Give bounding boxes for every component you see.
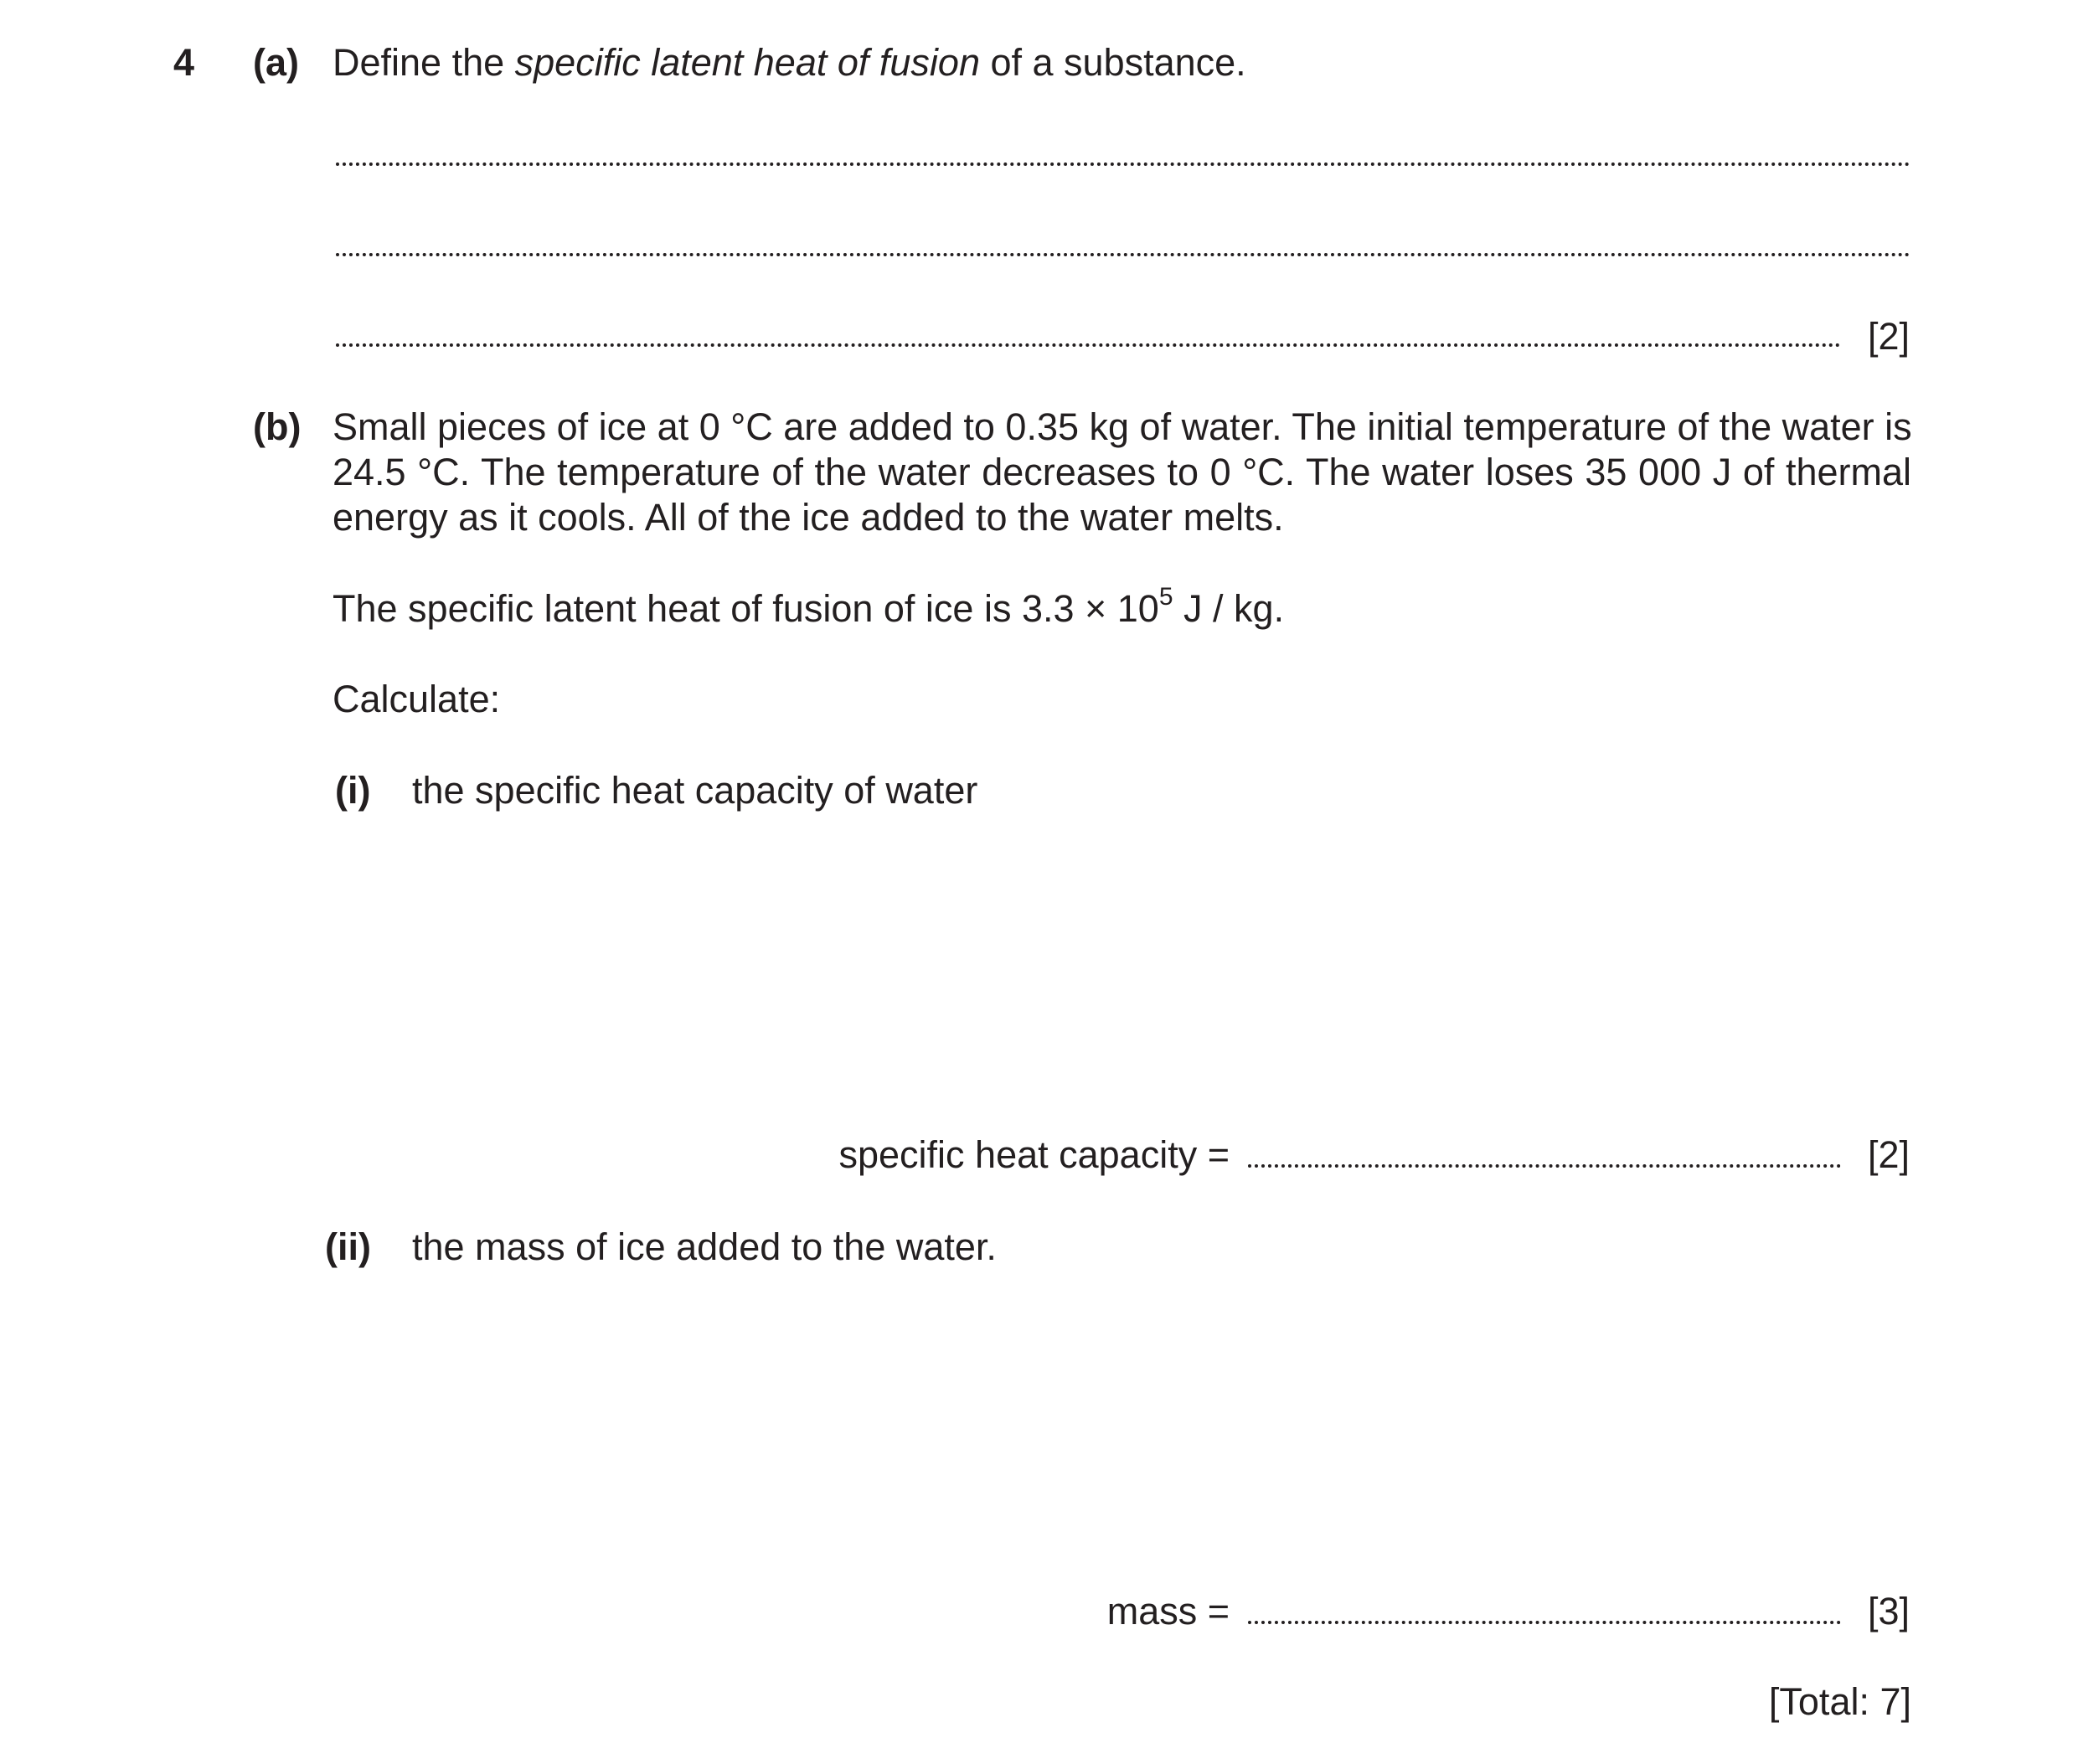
- latent-heat-exponent: 5: [1158, 583, 1173, 611]
- sub-ii-prompt: the mass of ice added to the water.: [412, 1225, 997, 1268]
- total-marks: [Total: 7]: [1768, 1680, 1911, 1723]
- latent-heat-statement: [333, 583, 1285, 632]
- mass-answer-label: mass =: [1106, 1590, 1230, 1632]
- part-a-marks: [2]: [1868, 315, 1910, 358]
- sub-ii-marks: [3]: [1868, 1590, 1910, 1632]
- part-b-intro-line-1: Small pieces of ice at 0 °C are added to 0.35 kg of water. The initial temperature of the water is: [333, 405, 1912, 448]
- part-a-prompt: [333, 40, 1246, 85]
- answer-line-a1[interactable]: [336, 162, 1910, 166]
- part-a-prompt-term: specific latent heat of fusion: [514, 41, 980, 84]
- part-b-intro-line-3: energy as it cools. All of the ice added to the water melts.: [333, 496, 1284, 539]
- part-a-prompt-start: Define the: [333, 41, 515, 84]
- specific-heat-capacity-answer-label: specific heat capacity =: [838, 1133, 1230, 1176]
- part-b-label: (b): [253, 405, 302, 448]
- sub-i-label: (i): [335, 769, 371, 812]
- answer-line-a2[interactable]: [336, 253, 1910, 256]
- sub-i-marks: [2]: [1868, 1133, 1910, 1176]
- part-b-intro: [333, 405, 1911, 540]
- sub-i-prompt: the specific heat capacity of water: [412, 769, 978, 812]
- question-number: 4: [173, 41, 195, 84]
- calculate-instruction: Calculate:: [333, 678, 501, 720]
- part-a-label: (a): [253, 41, 299, 84]
- latent-heat-unit: J / kg.: [1173, 587, 1285, 630]
- answer-line-a3[interactable]: [336, 343, 1841, 347]
- mass-answer-line[interactable]: [1248, 1621, 1841, 1624]
- sub-ii-label: (ii): [325, 1225, 371, 1268]
- part-a-prompt-end: of a substance.: [979, 41, 1246, 84]
- part-b-intro-line-2: 24.5 °C. The temperature of the water decreases to 0 °C. The water loses 35 000 J of thermal: [333, 451, 1911, 493]
- latent-heat-text: The specific latent heat of fusion of ice is 3.3 × 10: [333, 587, 1159, 630]
- specific-heat-capacity-answer-line[interactable]: [1248, 1164, 1841, 1168]
